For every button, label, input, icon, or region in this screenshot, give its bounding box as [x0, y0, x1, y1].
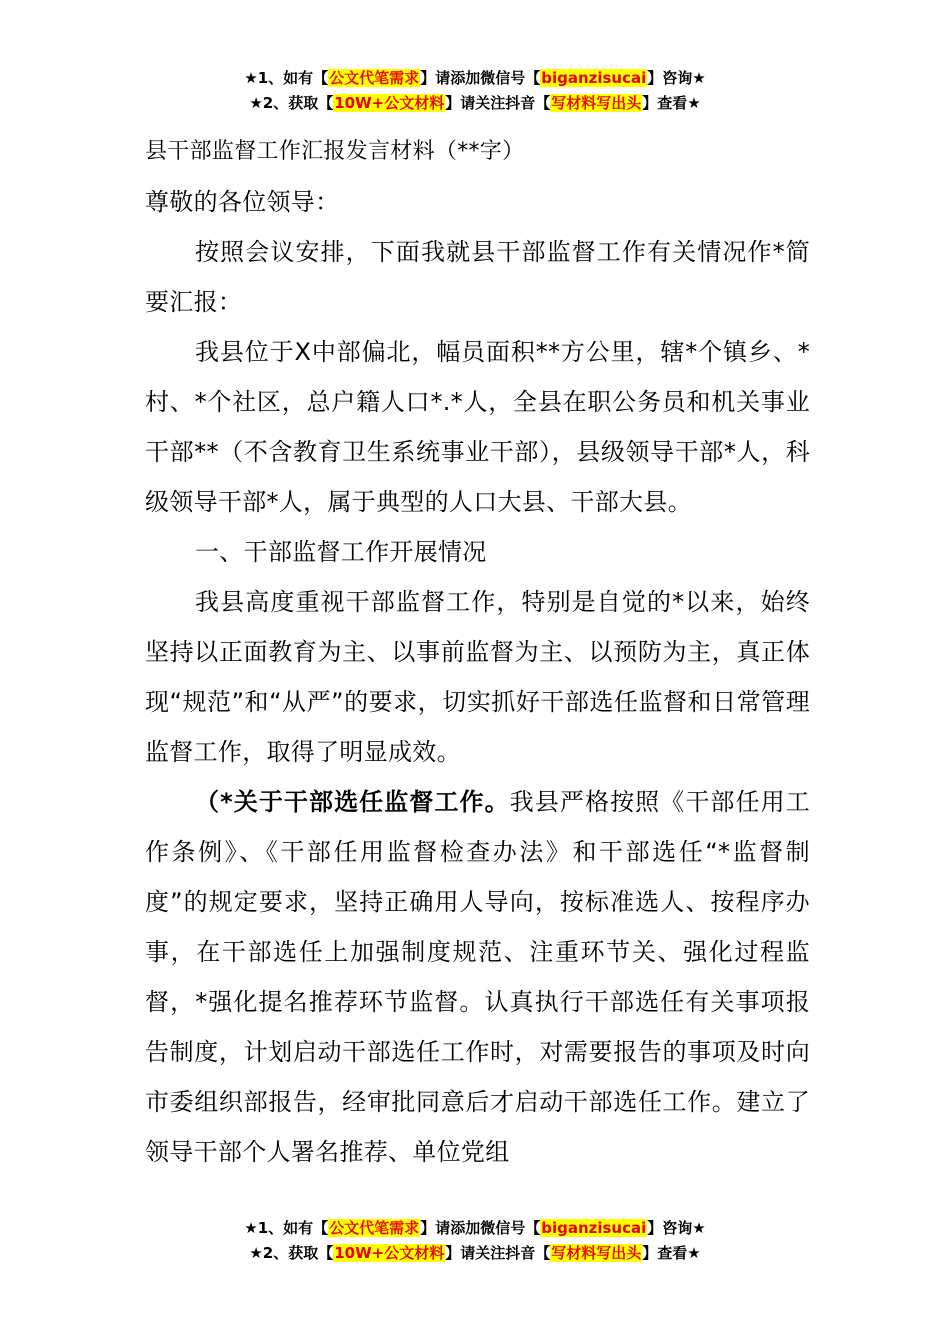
paragraph-overview: 我县位于X中部偏北，幅员面积**方公里，辖*个镇乡、*村、*个社区，总户籍人口*.*人，全县在职公务员和机关事业干部**（不含教育卫生系统事业干部），县级领导干部*人，科级领导干部*人，属于典型的人口大县、干部大县。 — [145, 338, 810, 516]
banner-text: 】查看★ — [642, 1244, 701, 1262]
banner-highlight: 公文代笔需求 — [329, 69, 420, 87]
banner-text: 】请关注抖音【 — [445, 1244, 551, 1262]
salutation: 尊敬的各位领导： — [145, 188, 340, 216]
banner-highlight: 写材料写出头 — [551, 94, 642, 112]
subheading-inline: （*关于干部选任监督工作。 — [195, 788, 510, 816]
banner-text: 】咨询★ — [647, 1219, 706, 1237]
paragraph-intro: 按照会议安排，下面我就县干部监督工作有关情况作*简要汇报： — [145, 238, 810, 316]
document-title: 县干部监督工作汇报发言材料（**字） — [145, 139, 525, 164]
banner-highlight: biganzisucai — [541, 69, 647, 87]
paragraph-selection-supervision — [145, 777, 810, 1177]
banner-line-1 — [0, 1216, 950, 1241]
footer-banner — [0, 1216, 950, 1266]
banner-highlight: 写材料写出头 — [551, 1244, 642, 1262]
header-banner — [0, 66, 950, 116]
banner-text: 】请添加微信号【 — [420, 1219, 541, 1237]
banner-highlight: biganzisucai — [541, 1219, 647, 1237]
banner-line-2 — [0, 91, 950, 116]
paragraph-text: 我县严格按照《干部任用工作条例》、《干部任用监督检查办法》和干部选任“*监督制度”的规定要求，坚持正确用人导向，按标准选人、按程序办事，在干部选任上加强制度规范、注重环节关、强化过程监督，*强化提名推荐环节监督。认真执行干部选任有关事项报告制度，计划启动干部选任工作时，对需要报告的事项及时向市委组织部报告，经审批同意后才启动干部选任工作。建立了领导干部个人署名推荐、单位党组 — [145, 788, 810, 1166]
banner-text: ★1、如有【 — [244, 1219, 329, 1237]
banner-line-2 — [0, 1241, 950, 1266]
banner-text: ★2、获取【 — [249, 94, 334, 112]
banner-text: ★2、获取【 — [249, 1244, 334, 1262]
banner-highlight: 10W+公文材料 — [334, 1244, 445, 1262]
paragraph-summary: 我县高度重视干部监督工作，特别是自觉的*以来，始终坚持以正面教育为主、以事前监督为主、以预防为主，真正体现“规范”和“从严”的要求，切实抓好干部选任监督和日常管理监督工作，取得了明显成效。 — [145, 588, 810, 766]
section-heading: 一、干部监督工作开展情况 — [195, 538, 487, 566]
banner-highlight: 公文代笔需求 — [329, 1219, 420, 1237]
document-body — [145, 127, 810, 1177]
banner-line-1 — [0, 66, 950, 91]
banner-text: 】请关注抖音【 — [445, 94, 551, 112]
banner-text: 】查看★ — [642, 94, 701, 112]
banner-text: 】请添加微信号【 — [420, 69, 541, 87]
banner-text: 】咨询★ — [647, 69, 706, 87]
banner-text: ★1、如有【 — [244, 69, 329, 87]
banner-highlight: 10W+公文材料 — [334, 94, 445, 112]
